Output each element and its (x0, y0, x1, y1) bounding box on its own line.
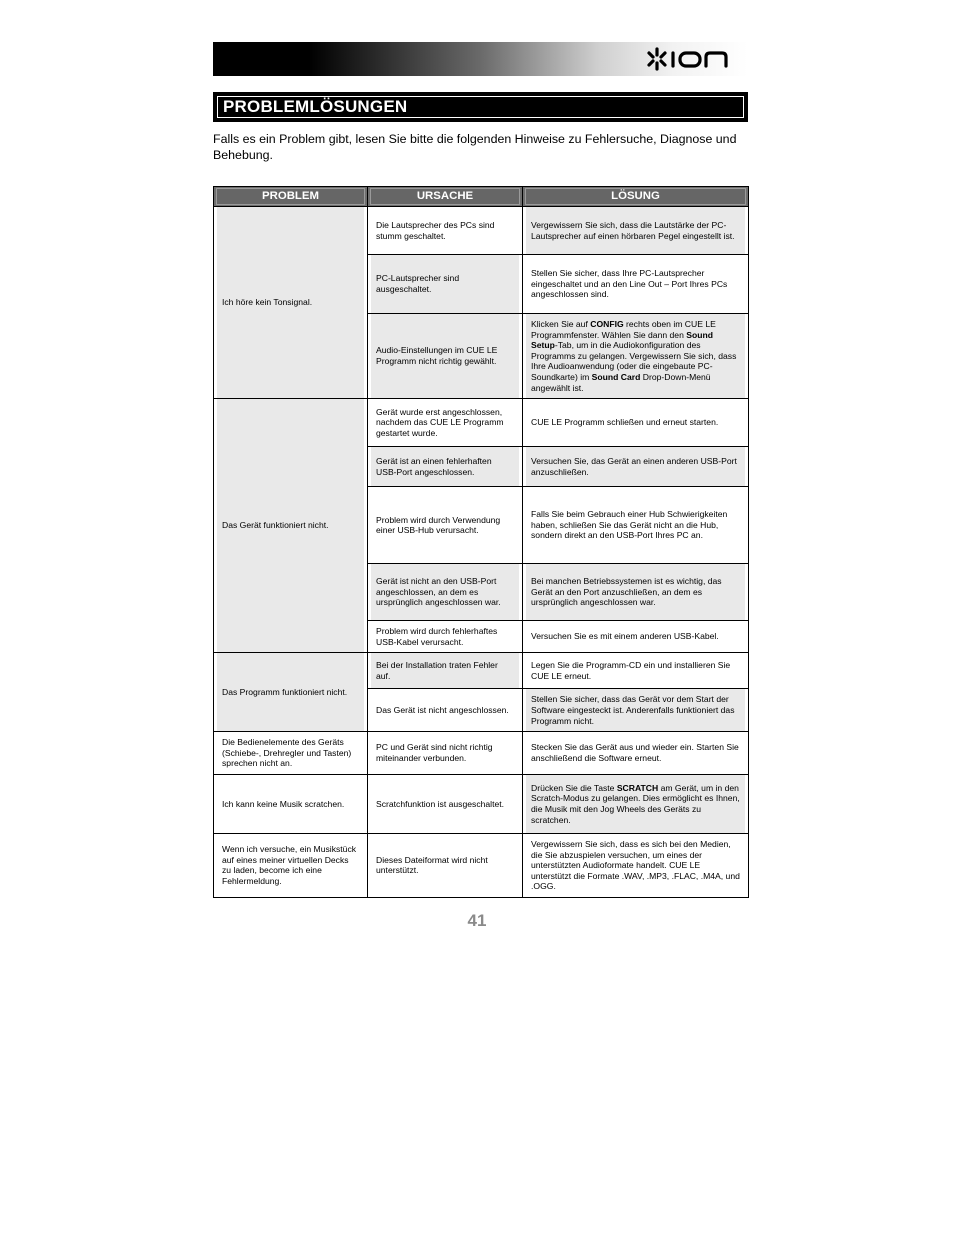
header-problem-label: PROBLEM (216, 188, 365, 205)
table-row (214, 774, 749, 833)
problem-text: Die Bedienelemente des Geräts (Schiebe-, Drehregler und Tasten) sprechen nicht an. (217, 732, 364, 774)
cause-cell (368, 399, 523, 447)
cause-text: PC-Lautsprecher sind ausgeschaltet. (371, 255, 519, 313)
cause-cell (368, 564, 523, 621)
cause-text: Das Gerät ist nicht angeschlossen. (371, 689, 519, 731)
cause-cell (368, 732, 523, 775)
solution-fragment: -Tab, um in die Audiokonfiguration des Programms zu gelangen. Vergewissern Sie sich, dass Ihre Audioanwendung (oder die eingebaute PC-Soundkarte) im (531, 340, 737, 382)
cause-cell (368, 833, 523, 897)
solution-fragment: am Gerät, um in den Scratch-Modus zu gelangen. Dies ermöglicht es Ihnen, die Musik mit den Jog Wheels des Geräts zu scratchen. (531, 782, 740, 825)
ui-term: SCRATCH (616, 782, 659, 793)
cause-text: Gerät wurde erst angeschlossen, nachdem das CUE LE Programm gestartet wurde. (371, 399, 519, 446)
ui-term: Sound Card (591, 371, 641, 382)
problem-text: Ich höre kein Tonsignal. (217, 207, 364, 398)
solution-cell (523, 833, 749, 897)
header-banner (213, 42, 748, 76)
solution-text: Legen Sie die Programm-CD ein und installieren Sie CUE LE erneut. (526, 653, 745, 688)
cause-text: Gerät ist nicht an den USB-Port angeschlossen, an dem es ursprünglich angeschlossen war. (371, 564, 519, 620)
problem-text: Wenn ich versuche, ein Musikstück auf eines meiner virtuellen Decks zu laden, become ich eine Fehlermeldung. (217, 834, 364, 897)
solution-cell (523, 564, 749, 621)
solution-cell (523, 314, 749, 399)
solution-cell (523, 447, 749, 487)
solution-text: Bei manchen Betriebssystemen ist es wichtig, das Gerät an den Port anzuschließen, an dem es ursprünglich angeschlossen war. (526, 564, 745, 620)
solution-text: Vergewissern Sie sich, dass es sich bei den Medien, die Sie abzuspielen versuchen, um eines der unterstützten Audioformate handelt. CUE LE unterstützt die Formate .WAV, .MP3, .FLAC, .M4A, und .OGG. (526, 834, 745, 897)
cause-text: Problem wird durch Verwendung einer USB-Hub verursacht. (371, 487, 519, 563)
solution-fragment: rechts oben im CUE LE Programmfenster. Wählen Sie dann den (531, 319, 716, 340)
header-problem (214, 187, 368, 207)
solution-rich-text (531, 783, 740, 825)
solution-text: Stellen Sie sicher, dass Ihre PC-Lautsprecher eingeschaltet und an den Line Out – Port Ihres PCs angeschlossen sind. (526, 255, 745, 313)
cause-cell (368, 621, 523, 653)
solution-text: Versuchen Sie es mit einem anderen USB-Kabel. (526, 621, 745, 652)
problem-text: Das Programm funktioniert nicht. (217, 653, 364, 731)
cause-text: Dieses Dateiformat wird nicht unterstützt. (371, 834, 519, 897)
cause-cell (368, 207, 523, 255)
table-body (214, 207, 749, 898)
cause-text: PC und Gerät sind nicht richtig miteinander verbunden. (371, 732, 519, 774)
troubleshooting-table (213, 186, 749, 898)
cause-text: Gerät ist an einen fehlerhaften USB-Port angeschlossen. (371, 447, 519, 486)
solution-text (526, 314, 745, 398)
solution-cell (523, 207, 749, 255)
header-solution-label: LÖSUNG (525, 188, 746, 205)
header-cause (368, 187, 523, 207)
solution-cell (523, 399, 749, 447)
cause-text: Die Lautsprecher des PCs sind stumm geschaltet. (371, 207, 519, 254)
ui-term: Sound Setup (531, 329, 713, 351)
ui-term: CONFIG (590, 319, 624, 329)
problem-text: Das Gerät funktioniert nicht. (217, 399, 364, 652)
solution-cell (523, 255, 749, 314)
cause-cell (368, 774, 523, 833)
cause-cell (368, 314, 523, 399)
cause-cell (368, 487, 523, 564)
cause-text: Bei der Installation traten Fehler auf. (371, 653, 519, 688)
ion-logo (646, 46, 736, 72)
solution-fragment: Drop-Down-Menü angewählt ist. (531, 371, 711, 393)
solution-cell (523, 653, 749, 689)
solution-cell (523, 487, 749, 564)
solution-text (526, 775, 745, 833)
problem-text: Ich kann keine Musik scratchen. (217, 775, 364, 833)
page-number: 41 (467, 911, 487, 930)
table-row (214, 732, 749, 775)
solution-cell (523, 621, 749, 653)
table-row (214, 207, 749, 255)
problem-cell (214, 207, 368, 399)
problem-cell (214, 774, 368, 833)
problem-cell (214, 653, 368, 732)
table-header-row (214, 187, 749, 207)
cause-text: Problem wird durch fehlerhaftes USB-Kabel verursacht. (371, 621, 519, 652)
solution-rich-text (531, 319, 740, 393)
solution-text: Falls Sie beim Gebrauch einer Hub Schwierigkeiten haben, schließen Sie das Gerät nicht an die Hub, sondern direkt an den USB-Port Ihres PC an. (526, 487, 745, 563)
solution-cell (523, 732, 749, 775)
problem-cell (214, 833, 368, 897)
page-title: PROBLEMLÖSUNGEN (223, 97, 408, 116)
cause-cell (368, 689, 523, 732)
solution-text: Vergewissern Sie sich, dass die Lautstärke der PC-Lautsprecher auf einen hörbaren Pegel eingestellt ist. (526, 207, 745, 254)
problem-cell (214, 732, 368, 775)
solution-cell (523, 774, 749, 833)
cause-cell (368, 255, 523, 314)
solution-cell (523, 689, 749, 732)
cause-cell (368, 653, 523, 689)
header-solution (523, 187, 749, 207)
solution-fragment: Klicken Sie auf (531, 319, 591, 329)
header-cause-label: URSACHE (370, 188, 520, 205)
cause-cell (368, 447, 523, 487)
table-row (214, 833, 749, 897)
table-row (214, 653, 749, 689)
problem-cell (214, 399, 368, 653)
solution-text: CUE LE Programm schließen und erneut starten. (526, 399, 745, 446)
intro-paragraph: Falls es ein Problem gibt, lesen Sie bitte die folgenden Hinweise zu Fehlersuche, Diagnose und Behebung. (213, 132, 737, 162)
section-title-bar (213, 92, 748, 122)
solution-fragment: Drücken Sie die Taste (531, 782, 617, 793)
solution-text: Stecken Sie das Gerät aus und wieder ein. Starten Sie anschließend die Software erneut. (526, 732, 745, 774)
cause-text: Audio-Einstellungen im CUE LE Programm nicht richtig gewählt. (371, 314, 519, 398)
solution-text: Versuchen Sie, das Gerät an einen anderen USB-Port anzuschließen. (526, 447, 745, 486)
cause-text: Scratchfunktion ist ausgeschaltet. (371, 775, 519, 833)
solution-text: Stellen Sie sicher, dass das Gerät vor dem Start der Software eingesteckt ist. Anderenfalls funktioniert das Programm nicht. (526, 689, 745, 731)
table-row (214, 399, 749, 447)
